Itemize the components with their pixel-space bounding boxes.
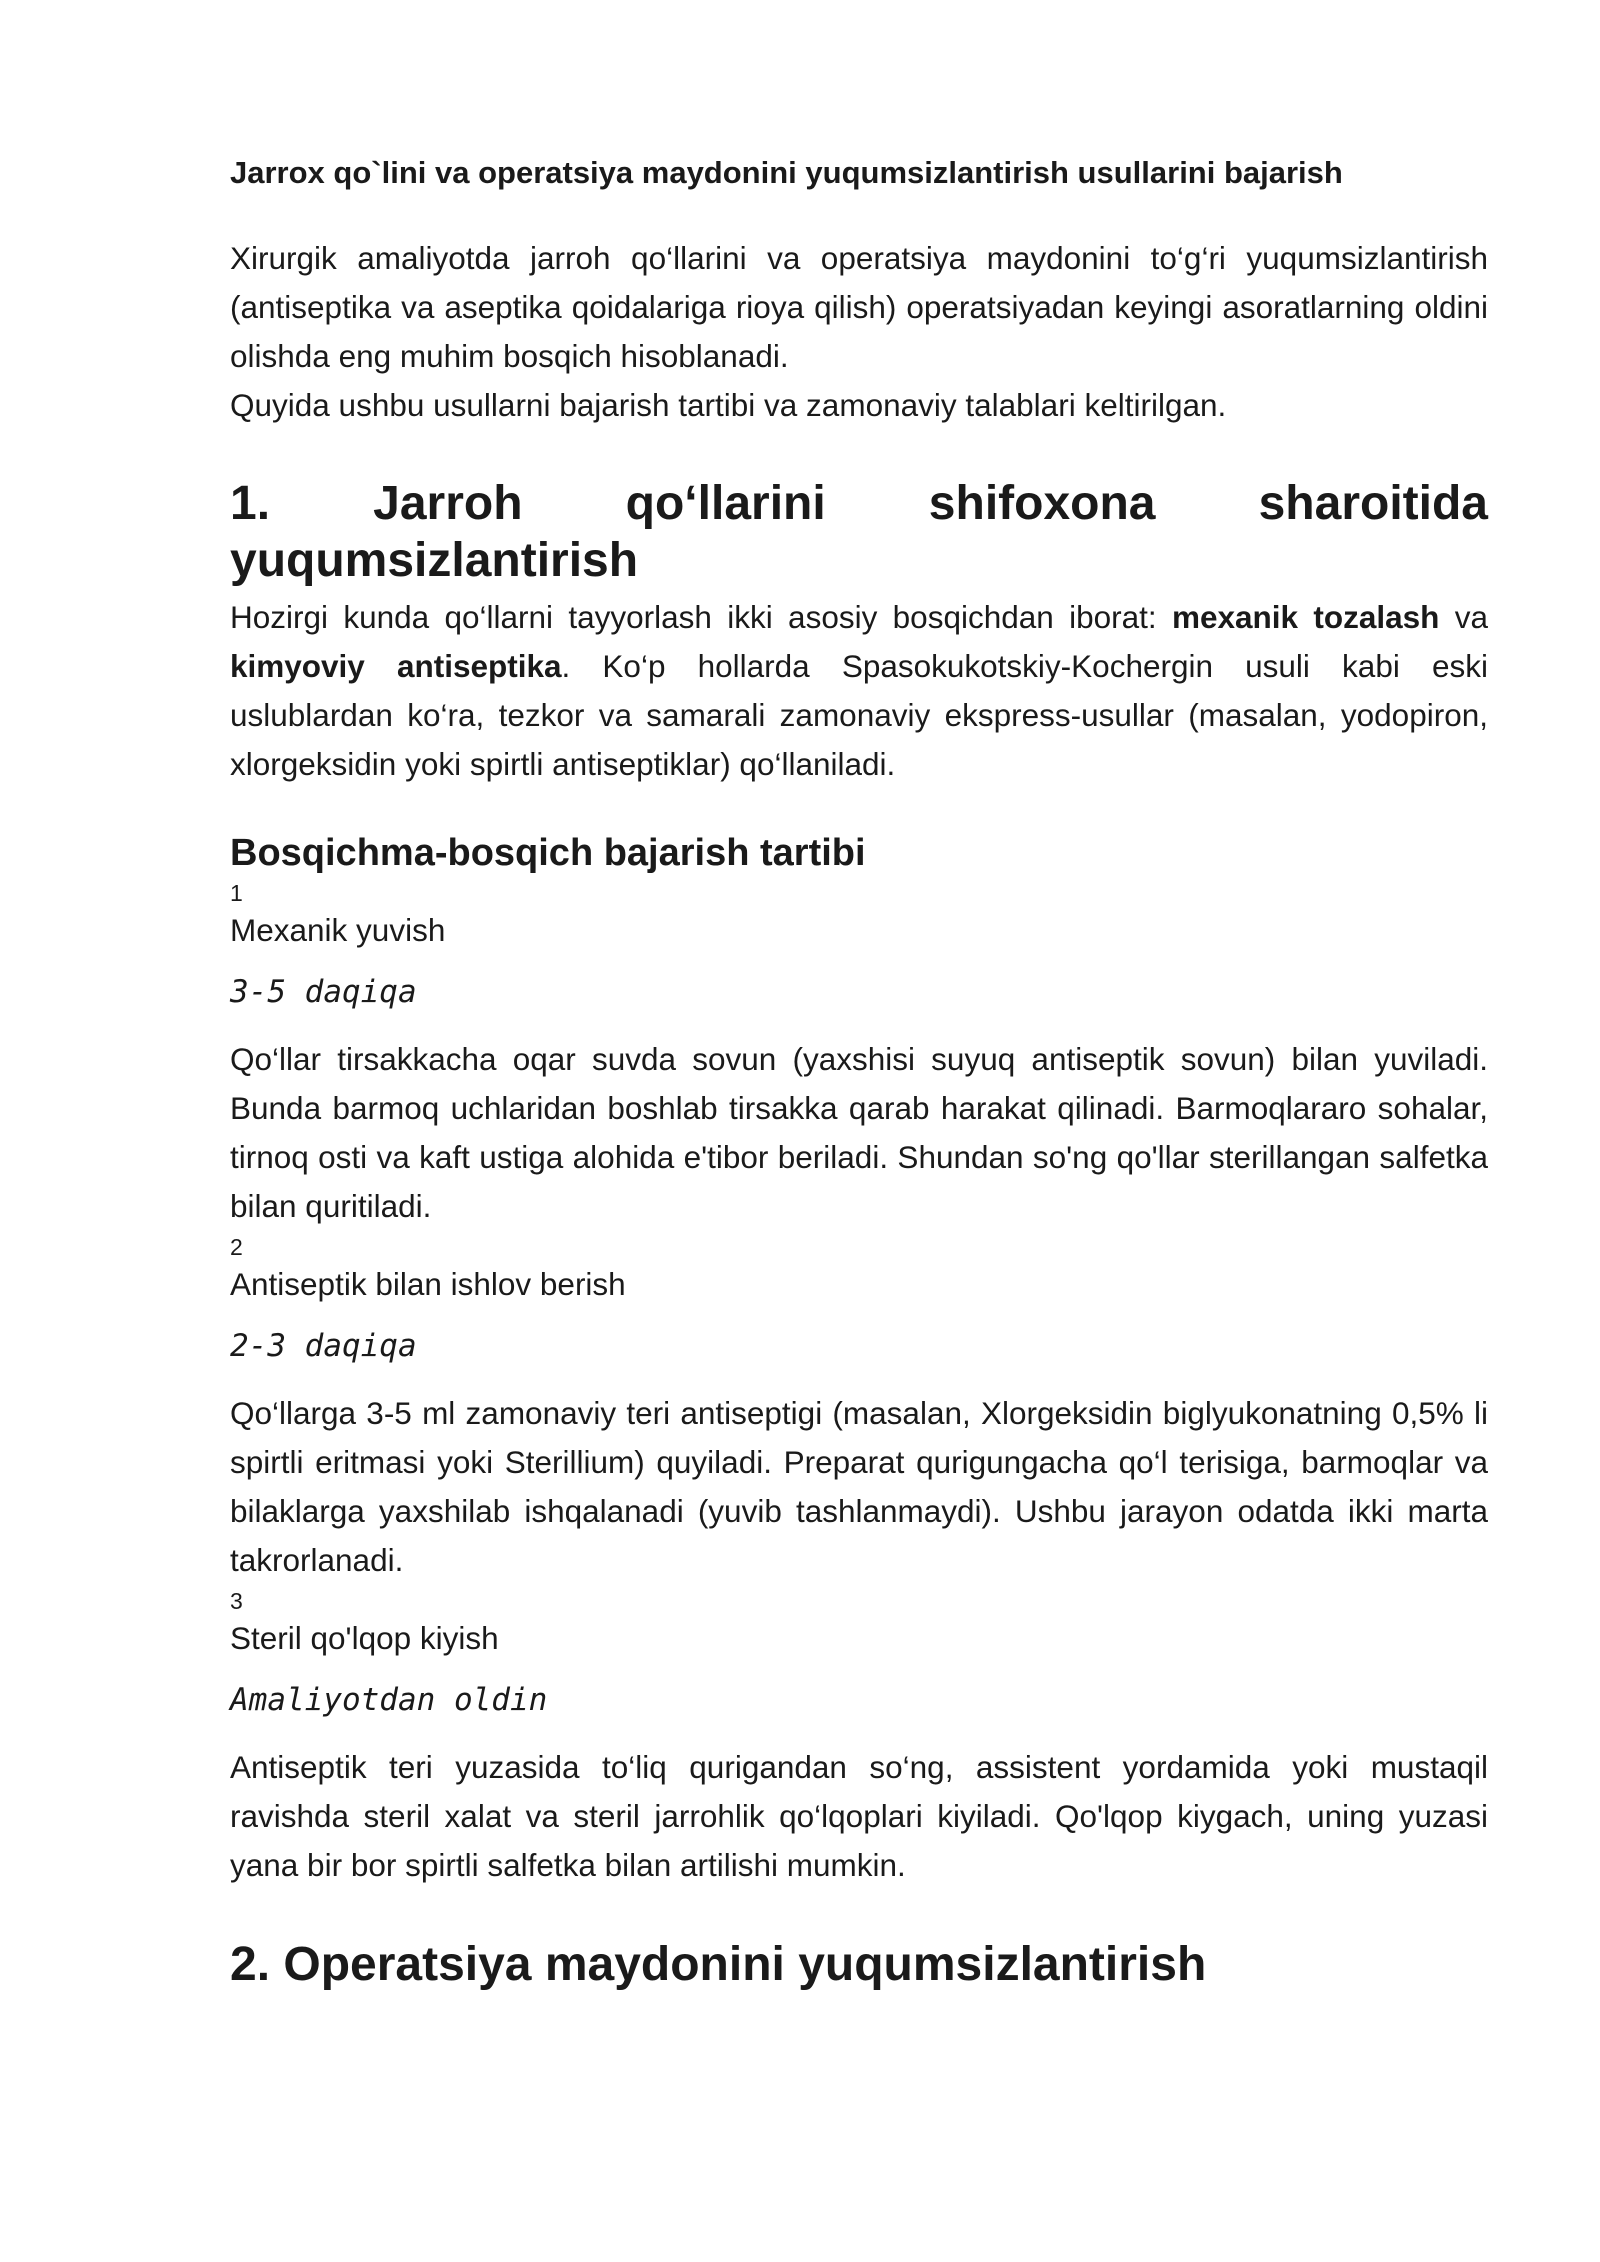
intro-paragraph-2: Quyida ushbu usullarni bajarish tartibi va zamonaviy talablari keltirilgan. (230, 386, 1227, 423)
paragraph-text: Hozirgi kunda qo‘llarni tayyorlash ikki asosiy bosqichdan iborat: (230, 598, 1172, 635)
bold-term: kimyoviy antiseptika (230, 647, 562, 684)
bold-term: mexanik tozalash (1171, 598, 1440, 635)
paragraph-text: va (1439, 598, 1489, 635)
step-title: Steril qo'lqop kiyish (230, 1619, 499, 1656)
section-1-heading: 1. Jarroh qo‘llarini shifoxona sharoitida yuqumsizlantirish (230, 476, 1488, 587)
step-duration: Amaliyotdan oldin (230, 1681, 548, 1718)
step-description: Qo‘llarga 3-5 ml zamonaviy teri antiseptigi (masalan, Xlorgeksidin biglyukonatning 0,5% li spirtli eritmasi yoki Sterillium) quyiladi. Preparat qurigungacha qo‘l terisiga, barmoqlar va bilaklarga yaxshilab ishqalanadi (yuvib tashlanmaydi). Ushbu jarayon odatda ikki marta takrorlanadi. (230, 1394, 1488, 1578)
document-title: Jarrox qo`lini va operatsiya maydonini yuqumsizlantirish usullarini bajarish (230, 155, 1343, 190)
step-title: Mexanik yuvish (230, 911, 446, 948)
step-description: Qo‘llar tirsakkacha oqar suvda sovun (yaxshisi suyuq antiseptik sovun) bilan yuviladi. Bunda barmoq uchlaridan boshlab tirsakka qarab harakat qilinadi. Barmoqlararo sohalar, tirnoq osti va kaft ustiga alohida e'tibor beriladi. Shundan so'ng qo'llar sterillangan salfetka bilan quritiladi. (230, 1040, 1488, 1224)
step-duration: 2-3 daqiqa (230, 1327, 417, 1364)
section-2-heading: 2. Operatsiya maydonini yuqumsizlantirish (230, 1937, 1207, 1991)
section-1-paragraph (230, 593, 1488, 789)
paragraph-text: . Ko‘p hollarda Spasokukotskiy-Kochergin usuli kabi eski uslublardan ko‘ra, tezkor va samarali zamonaviy ekspress-usullar (masalan, yodopiron, xlorgeksidin yoki spirtli antiseptiklar) qo‘llaniladi. (230, 647, 1488, 782)
step-description: Antiseptik teri yuzasida to‘liq qurigandan so‘ng, assistent yordamida yoki mustaqil ravishda steril xalat va steril jarrohlik qo‘lqoplari kiyiladi. Qo'lqop kiygach, uning yuzasi yana bir bor spirtli salfetka bilan artilishi mumkin. (230, 1748, 1488, 1883)
intro-paragraph: Xirurgik amaliyotda jarroh qo‘llarini va operatsiya maydonini to‘g‘ri yuqumsizlantirish (antiseptika va aseptika qoidalariga rioya qilish) operatsiyadan keyingi asoratlarning oldini olishda eng muhim bosqich hisoblanadi. (230, 239, 1488, 374)
step-1 (230, 877, 1488, 1231)
step-2 (230, 1231, 1488, 1585)
step-number: 3 (230, 1587, 243, 1614)
steps-subheading: Bosqichma-bosqich bajarish tartibi (230, 831, 866, 874)
step-3 (230, 1585, 1488, 1890)
step-title: Antiseptik bilan ishlov berish (230, 1265, 626, 1302)
step-number: 2 (230, 1233, 243, 1260)
step-duration: 3-5 daqiqa (230, 973, 417, 1010)
step-number: 1 (230, 879, 243, 906)
